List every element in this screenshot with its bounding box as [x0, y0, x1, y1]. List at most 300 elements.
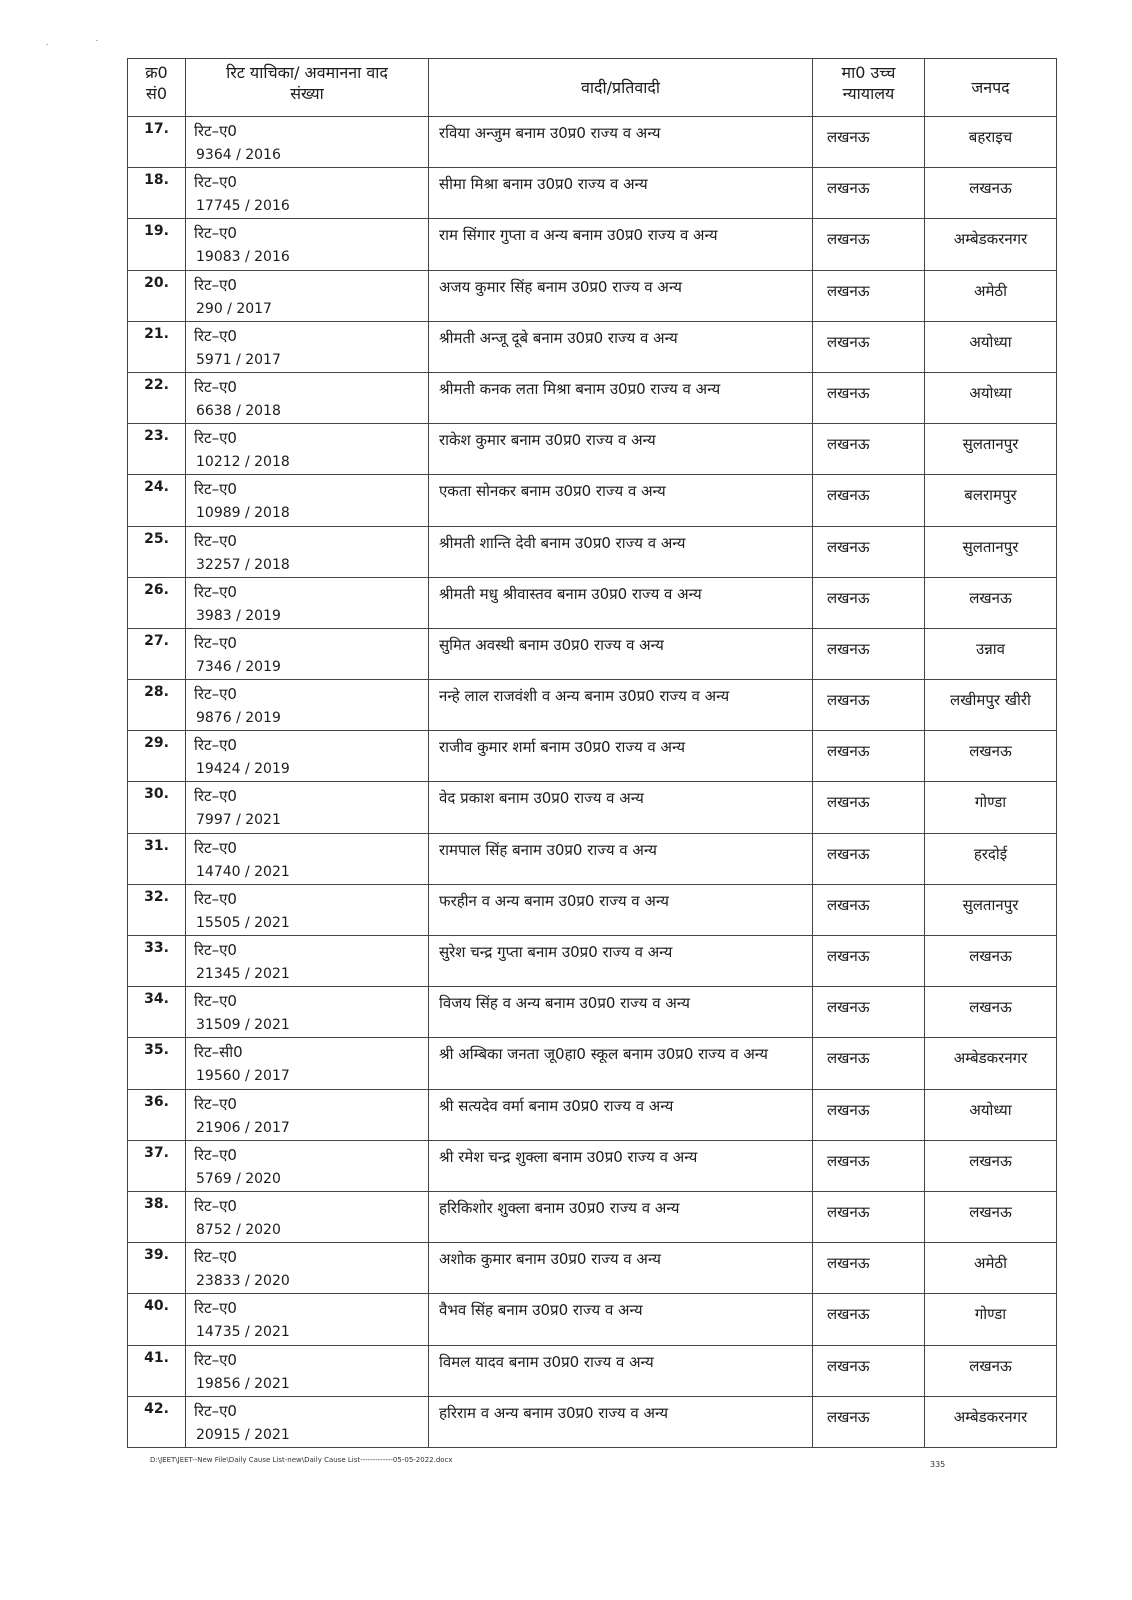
serial-number: 17. — [144, 121, 169, 137]
party-names: फरहीन व अन्य बनाम उ0प्र0 राज्य व अन्य — [439, 891, 669, 910]
district-cell — [925, 168, 1057, 219]
serial-number: 42. — [144, 1400, 169, 1417]
district-cell — [925, 526, 1057, 577]
case-number: 19856 / 2021 — [196, 1375, 290, 1392]
serial-cell — [128, 782, 186, 833]
serial-cell — [128, 1345, 186, 1396]
case-number: 20915 / 2021 — [196, 1426, 290, 1443]
district-name: अमेठी — [973, 281, 1008, 300]
case-number: 17745 / 2016 — [196, 198, 290, 215]
case-type: रिट–ए0 — [194, 1350, 237, 1369]
serial-number: 32. — [144, 888, 169, 905]
district-cell — [925, 1396, 1057, 1447]
party-names: श्रीमती अन्जू दूबे बनाम उ0प्र0 राज्य व अन्य — [439, 328, 678, 347]
court-name: लखनऊ — [827, 281, 870, 300]
court-cell — [813, 628, 925, 679]
party-names: सुमित अवस्थी बनाम उ0प्र0 राज्य व अन्य — [439, 635, 664, 654]
header-case — [186, 59, 429, 117]
serial-cell — [128, 680, 186, 731]
case-number: 10212 / 2018 — [196, 454, 290, 471]
case-type: रिट–ए0 — [194, 941, 237, 959]
case-number: 10989 / 2018 — [196, 505, 290, 522]
party-cell — [429, 1345, 813, 1396]
case-number: 31509 / 2021 — [196, 1017, 290, 1034]
table-row — [128, 731, 1057, 782]
table-row — [128, 424, 1057, 475]
party-cell — [429, 475, 813, 526]
case-number: 19424 / 2019 — [196, 761, 290, 778]
district-cell — [925, 117, 1057, 168]
party-cell — [429, 936, 813, 987]
party-cell — [429, 680, 813, 731]
court-cell — [813, 1089, 925, 1140]
header-case-line1: रिट याचिका/ अवमानना वाद — [226, 63, 388, 82]
serial-number: 38. — [144, 1195, 169, 1212]
serial-number: 20. — [144, 274, 169, 291]
district-name: गोण्डा — [974, 1305, 1007, 1324]
serial-cell — [128, 526, 186, 577]
party-names: वैभव सिंह बनाम उ0प्र0 राज्य व अन्य — [439, 1301, 643, 1320]
court-cell — [813, 372, 925, 423]
case-cell — [186, 1243, 429, 1294]
court-cell — [813, 424, 925, 475]
serial-cell — [128, 475, 186, 526]
case-cell — [186, 1345, 429, 1396]
district-name: लखनऊ — [969, 179, 1012, 198]
district-name: सुलतानपुर — [962, 895, 1019, 914]
table-row — [128, 117, 1057, 168]
court-name: लखनऊ — [827, 895, 870, 914]
table-row — [128, 1191, 1057, 1242]
case-cell — [186, 526, 429, 577]
serial-number: 18. — [144, 172, 169, 189]
serial-number: 35. — [144, 1042, 169, 1059]
court-cell — [813, 731, 925, 782]
serial-cell — [128, 577, 186, 628]
table-row — [128, 1345, 1057, 1396]
district-name: लखीमपुर खीरी — [950, 691, 1031, 710]
serial-number: 36. — [144, 1093, 169, 1110]
district-cell — [925, 270, 1057, 321]
district-name: बलरामपुर — [964, 486, 1017, 505]
party-cell — [429, 1396, 813, 1447]
court-name: लखनऊ — [827, 1049, 870, 1068]
district-name: लखनऊ — [969, 742, 1012, 761]
court-name: लखनऊ — [827, 588, 870, 607]
party-names: अशोक कुमार बनाम उ0प्र0 राज्य व अन्य — [439, 1250, 661, 1269]
header-serial-line1: क्र0 — [145, 63, 168, 82]
case-type: रिट–ए0 — [194, 377, 237, 396]
case-cell — [186, 168, 429, 219]
case-number: 19083 / 2016 — [196, 249, 290, 266]
court-cell — [813, 1038, 925, 1089]
district-name: अम्बेडकरनगर — [953, 1407, 1028, 1426]
header-party: वादी/प्रतिवादी — [429, 59, 813, 117]
header-court-line1: मा0 उच्च — [841, 63, 896, 82]
serial-number: 23. — [144, 428, 169, 445]
case-type: रिट–ए0 — [194, 1248, 237, 1267]
party-cell — [429, 321, 813, 372]
table-row — [128, 628, 1057, 679]
court-cell — [813, 1294, 925, 1345]
party-names: राजीव कुमार शर्मा बनाम उ0प्र0 राज्य व अन्य — [439, 738, 686, 757]
table-row — [128, 1294, 1057, 1345]
serial-cell — [128, 168, 186, 219]
party-names: राकेश कुमार बनाम उ0प्र0 राज्य व अन्य — [439, 431, 656, 450]
page-number: 335 — [930, 1460, 946, 1469]
court-cell — [813, 1396, 925, 1447]
serial-cell — [128, 424, 186, 475]
district-cell — [925, 628, 1057, 679]
district-name: अयोध्या — [969, 1100, 1012, 1119]
table-row — [128, 475, 1057, 526]
district-name: लखनऊ — [969, 1356, 1012, 1375]
table-row — [128, 680, 1057, 731]
court-name: लखनऊ — [827, 435, 870, 454]
case-cell — [186, 219, 429, 270]
case-cell — [186, 321, 429, 372]
serial-number: 40. — [144, 1298, 169, 1315]
court-cell — [813, 1140, 925, 1191]
district-cell — [925, 424, 1057, 475]
table-row — [128, 782, 1057, 833]
district-name: लखनऊ — [969, 998, 1012, 1017]
court-name: लखनऊ — [827, 1356, 870, 1375]
party-names: सुरेश चन्द्र गुप्ता बनाम उ0प्र0 राज्य व अन्य — [439, 943, 673, 961]
court-name: लखनऊ — [827, 486, 870, 505]
case-type: रिट–ए0 — [194, 889, 237, 908]
district-cell — [925, 884, 1057, 935]
case-cell — [186, 475, 429, 526]
court-name: लखनऊ — [827, 742, 870, 761]
court-name: लखनऊ — [827, 1305, 870, 1324]
district-name: अयोध्या — [969, 383, 1012, 402]
party-names: सीमा मिश्रा बनाम उ0प्र0 राज्य व अन्य — [439, 175, 648, 194]
party-names: अजय कुमार सिंह बनाम उ0प्र0 राज्य व अन्य — [439, 277, 682, 296]
case-type: रिट–ए0 — [194, 582, 237, 601]
serial-cell — [128, 1396, 186, 1447]
court-cell — [813, 526, 925, 577]
serial-cell — [128, 731, 186, 782]
party-cell — [429, 782, 813, 833]
district-cell — [925, 782, 1057, 833]
party-names: एकता सोनकर बनाम उ0प्र0 राज्य व अन्य — [439, 482, 666, 501]
serial-number: 27. — [144, 632, 169, 649]
case-type: रिट–ए0 — [194, 787, 237, 806]
table-row — [128, 1089, 1057, 1140]
case-number: 9876 / 2019 — [196, 710, 281, 727]
case-type: रिट–ए0 — [194, 992, 237, 1011]
table-row — [128, 577, 1057, 628]
case-number: 14735 / 2021 — [196, 1324, 290, 1341]
district-cell — [925, 475, 1057, 526]
party-cell — [429, 1191, 813, 1242]
court-name: लखनऊ — [827, 1151, 870, 1170]
party-names: श्रीमती शान्ति देवी बनाम उ0प्र0 राज्य व अन्य — [439, 533, 686, 552]
district-cell — [925, 577, 1057, 628]
court-cell — [813, 936, 925, 987]
court-cell — [813, 1243, 925, 1294]
case-number: 6638 / 2018 — [196, 402, 281, 419]
court-name: लखनऊ — [827, 844, 870, 863]
case-type: रिट–ए0 — [194, 429, 237, 448]
case-number: 3983 / 2019 — [196, 607, 281, 624]
court-cell — [813, 680, 925, 731]
court-name: लखनऊ — [827, 128, 870, 146]
case-type: रिट–ए0 — [194, 1299, 237, 1318]
party-names: श्रीमती कनक लता मिश्रा बनाम उ0प्र0 राज्य व अन्य — [439, 379, 721, 398]
serial-number: 34. — [144, 991, 169, 1008]
serial-cell — [128, 1089, 186, 1140]
district-cell — [925, 1243, 1057, 1294]
district-name: हरदोई — [973, 844, 1008, 863]
case-cell — [186, 782, 429, 833]
case-cell — [186, 987, 429, 1038]
serial-number: 25. — [144, 530, 169, 547]
serial-number: 22. — [144, 376, 169, 393]
header-serial — [128, 59, 186, 117]
table-header-row — [128, 59, 1057, 117]
table-row — [128, 219, 1057, 270]
serial-cell — [128, 1140, 186, 1191]
case-type: रिट–ए0 — [194, 531, 237, 550]
district-name: अम्बेडकरनगर — [953, 230, 1028, 249]
case-type: रिट–ए0 — [194, 173, 237, 192]
party-names: नन्हे लाल राजवंशी व अन्य बनाम उ0प्र0 राज्य व अन्य — [439, 687, 730, 706]
party-cell — [429, 219, 813, 270]
party-names: रामपाल सिंह बनाम उ0प्र0 राज्य व अन्य — [439, 840, 657, 859]
court-name: लखनऊ — [827, 1407, 870, 1426]
party-cell — [429, 270, 813, 321]
table-row — [128, 1396, 1057, 1447]
case-type: रिट–ए0 — [194, 275, 237, 294]
serial-cell — [128, 987, 186, 1038]
serial-number: 28. — [144, 684, 169, 701]
case-number: 5971 / 2017 — [196, 351, 281, 368]
party-cell — [429, 1140, 813, 1191]
court-name: लखनऊ — [827, 691, 870, 710]
district-name: लखनऊ — [969, 588, 1012, 607]
court-cell — [813, 782, 925, 833]
case-number: 21906 / 2017 — [196, 1119, 290, 1136]
party-cell — [429, 1038, 813, 1089]
case-cell — [186, 424, 429, 475]
case-number: 15505 / 2021 — [196, 914, 290, 931]
court-name: लखनऊ — [827, 998, 870, 1017]
serial-cell — [128, 1243, 186, 1294]
serial-number: 21. — [144, 325, 169, 342]
serial-number: 29. — [144, 735, 169, 752]
case-type: रिट–ए0 — [194, 1196, 237, 1215]
case-number: 21345 / 2021 — [196, 966, 290, 982]
party-cell — [429, 731, 813, 782]
court-cell — [813, 1345, 925, 1396]
header-court-line2: न्यायालय — [842, 84, 895, 103]
district-name: लखनऊ — [969, 1151, 1012, 1170]
cause-list-table — [127, 58, 1057, 1448]
header-district: जनपद — [925, 59, 1057, 117]
serial-number: 19. — [144, 223, 169, 240]
table-row — [128, 833, 1057, 884]
case-type: रिट–ए0 — [194, 838, 237, 857]
court-cell — [813, 833, 925, 884]
case-cell — [186, 1191, 429, 1242]
court-cell — [813, 219, 925, 270]
case-type: रिट–ए0 — [194, 122, 237, 140]
party-cell — [429, 628, 813, 679]
party-names: श्री रमेश चन्द्र शुक्ला बनाम उ0प्र0 राज्य व अन्य — [439, 1147, 698, 1166]
serial-number: 30. — [144, 786, 169, 803]
case-cell — [186, 1140, 429, 1191]
case-cell — [186, 680, 429, 731]
district-cell — [925, 372, 1057, 423]
serial-number: 31. — [144, 837, 169, 854]
case-cell — [186, 1089, 429, 1140]
scan-speck — [46, 44, 48, 45]
court-name: लखनऊ — [827, 537, 870, 556]
case-cell — [186, 1038, 429, 1089]
serial-cell — [128, 936, 186, 987]
table-row — [128, 884, 1057, 935]
district-cell — [925, 321, 1057, 372]
case-number: 9364 / 2016 — [196, 147, 281, 163]
district-cell — [925, 1294, 1057, 1345]
party-cell — [429, 884, 813, 935]
case-cell — [186, 833, 429, 884]
court-cell — [813, 884, 925, 935]
case-cell — [186, 372, 429, 423]
party-cell — [429, 117, 813, 168]
table-body — [128, 117, 1057, 1448]
district-cell — [925, 219, 1057, 270]
scan-speck — [96, 40, 98, 41]
footer-file-path: D:\JEET\JEET--New File\Daily Cause List-new\Daily Cause List-------------05-05-2022.docx — [150, 1456, 453, 1464]
case-cell — [186, 577, 429, 628]
party-names: रविया अन्जुम बनाम उ0प्र0 राज्य व अन्य — [439, 124, 661, 142]
district-name: गोण्डा — [974, 793, 1007, 812]
court-cell — [813, 321, 925, 372]
header-court — [813, 59, 925, 117]
serial-number: 33. — [144, 940, 169, 956]
party-cell — [429, 1089, 813, 1140]
district-name: अमेठी — [973, 1254, 1008, 1273]
case-number: 32257 / 2018 — [196, 556, 290, 573]
table-row — [128, 936, 1057, 987]
district-name: सुलतानपुर — [962, 537, 1019, 556]
district-cell — [925, 1038, 1057, 1089]
court-name: लखनऊ — [827, 1100, 870, 1119]
table-row — [128, 1038, 1057, 1089]
party-cell — [429, 1243, 813, 1294]
court-name: लखनऊ — [827, 230, 870, 249]
serial-number: 37. — [144, 1144, 169, 1161]
header-case-line2: संख्या — [290, 84, 324, 103]
district-cell — [925, 987, 1057, 1038]
table-row — [128, 372, 1057, 423]
serial-cell — [128, 321, 186, 372]
party-names: विमल यादव बनाम उ0प्र0 राज्य व अन्य — [439, 1352, 654, 1371]
case-type: रिट–ए0 — [194, 224, 237, 243]
court-name: लखनऊ — [827, 332, 870, 351]
court-cell — [813, 987, 925, 1038]
serial-cell — [128, 628, 186, 679]
case-type: रिट–ए0 — [194, 736, 237, 755]
court-name: लखनऊ — [827, 793, 870, 812]
district-cell — [925, 936, 1057, 987]
district-cell — [925, 1089, 1057, 1140]
case-type: रिट–ए0 — [194, 1145, 237, 1164]
court-cell — [813, 168, 925, 219]
table-row — [128, 168, 1057, 219]
case-cell — [186, 628, 429, 679]
district-name: बहराइच — [968, 128, 1013, 146]
court-name: लखनऊ — [827, 1202, 870, 1221]
case-number: 5769 / 2020 — [196, 1170, 281, 1187]
case-number: 14740 / 2021 — [196, 863, 290, 880]
party-names: हरिराम व अन्य बनाम उ0प्र0 राज्य व अन्य — [439, 1403, 669, 1422]
serial-number: 39. — [144, 1247, 169, 1264]
party-cell — [429, 833, 813, 884]
court-name: लखनऊ — [827, 639, 870, 658]
serial-cell — [128, 270, 186, 321]
table-row — [128, 526, 1057, 577]
party-cell — [429, 1294, 813, 1345]
case-cell — [186, 117, 429, 168]
serial-cell — [128, 1038, 186, 1089]
serial-cell — [128, 372, 186, 423]
case-type: रिट–ए0 — [194, 685, 237, 704]
district-name: उन्नाव — [976, 639, 1005, 658]
table-row — [128, 1243, 1057, 1294]
party-cell — [429, 987, 813, 1038]
court-name: लखनऊ — [827, 383, 870, 402]
district-name: अयोध्या — [969, 332, 1012, 351]
case-number: 23833 / 2020 — [196, 1273, 290, 1290]
table-row — [128, 270, 1057, 321]
district-cell — [925, 833, 1057, 884]
court-name: लखनऊ — [827, 179, 870, 198]
district-cell — [925, 680, 1057, 731]
district-cell — [925, 1140, 1057, 1191]
header-serial-line2: सं0 — [146, 84, 167, 103]
party-names: श्रीमती मधु श्रीवास्तव बनाम उ0प्र0 राज्य व अन्य — [439, 584, 702, 603]
table-row — [128, 1140, 1057, 1191]
party-names: हरिकिशोर शुक्ला बनाम उ0प्र0 राज्य व अन्य — [439, 1198, 680, 1217]
party-cell — [429, 168, 813, 219]
case-type: रिट–ए0 — [194, 1094, 237, 1113]
table-row — [128, 321, 1057, 372]
case-number: 7997 / 2021 — [196, 812, 281, 829]
district-name: लखनऊ — [969, 947, 1012, 965]
case-number: 290 / 2017 — [196, 300, 272, 317]
case-cell — [186, 731, 429, 782]
court-cell — [813, 1191, 925, 1242]
court-name: लखनऊ — [827, 947, 870, 965]
district-name: लखनऊ — [969, 1202, 1012, 1221]
district-cell — [925, 1345, 1057, 1396]
case-type: रिट–सी0 — [194, 1043, 243, 1062]
court-cell — [813, 117, 925, 168]
serial-cell — [128, 219, 186, 270]
case-type: रिट–ए0 — [194, 480, 237, 499]
court-cell — [813, 475, 925, 526]
serial-number: 26. — [144, 581, 169, 598]
case-type: रिट–ए0 — [194, 326, 237, 345]
court-cell — [813, 577, 925, 628]
party-names: विजय सिंह व अन्य बनाम उ0प्र0 राज्य व अन्य — [439, 994, 690, 1013]
case-number: 19560 / 2017 — [196, 1068, 290, 1085]
serial-cell — [128, 1294, 186, 1345]
